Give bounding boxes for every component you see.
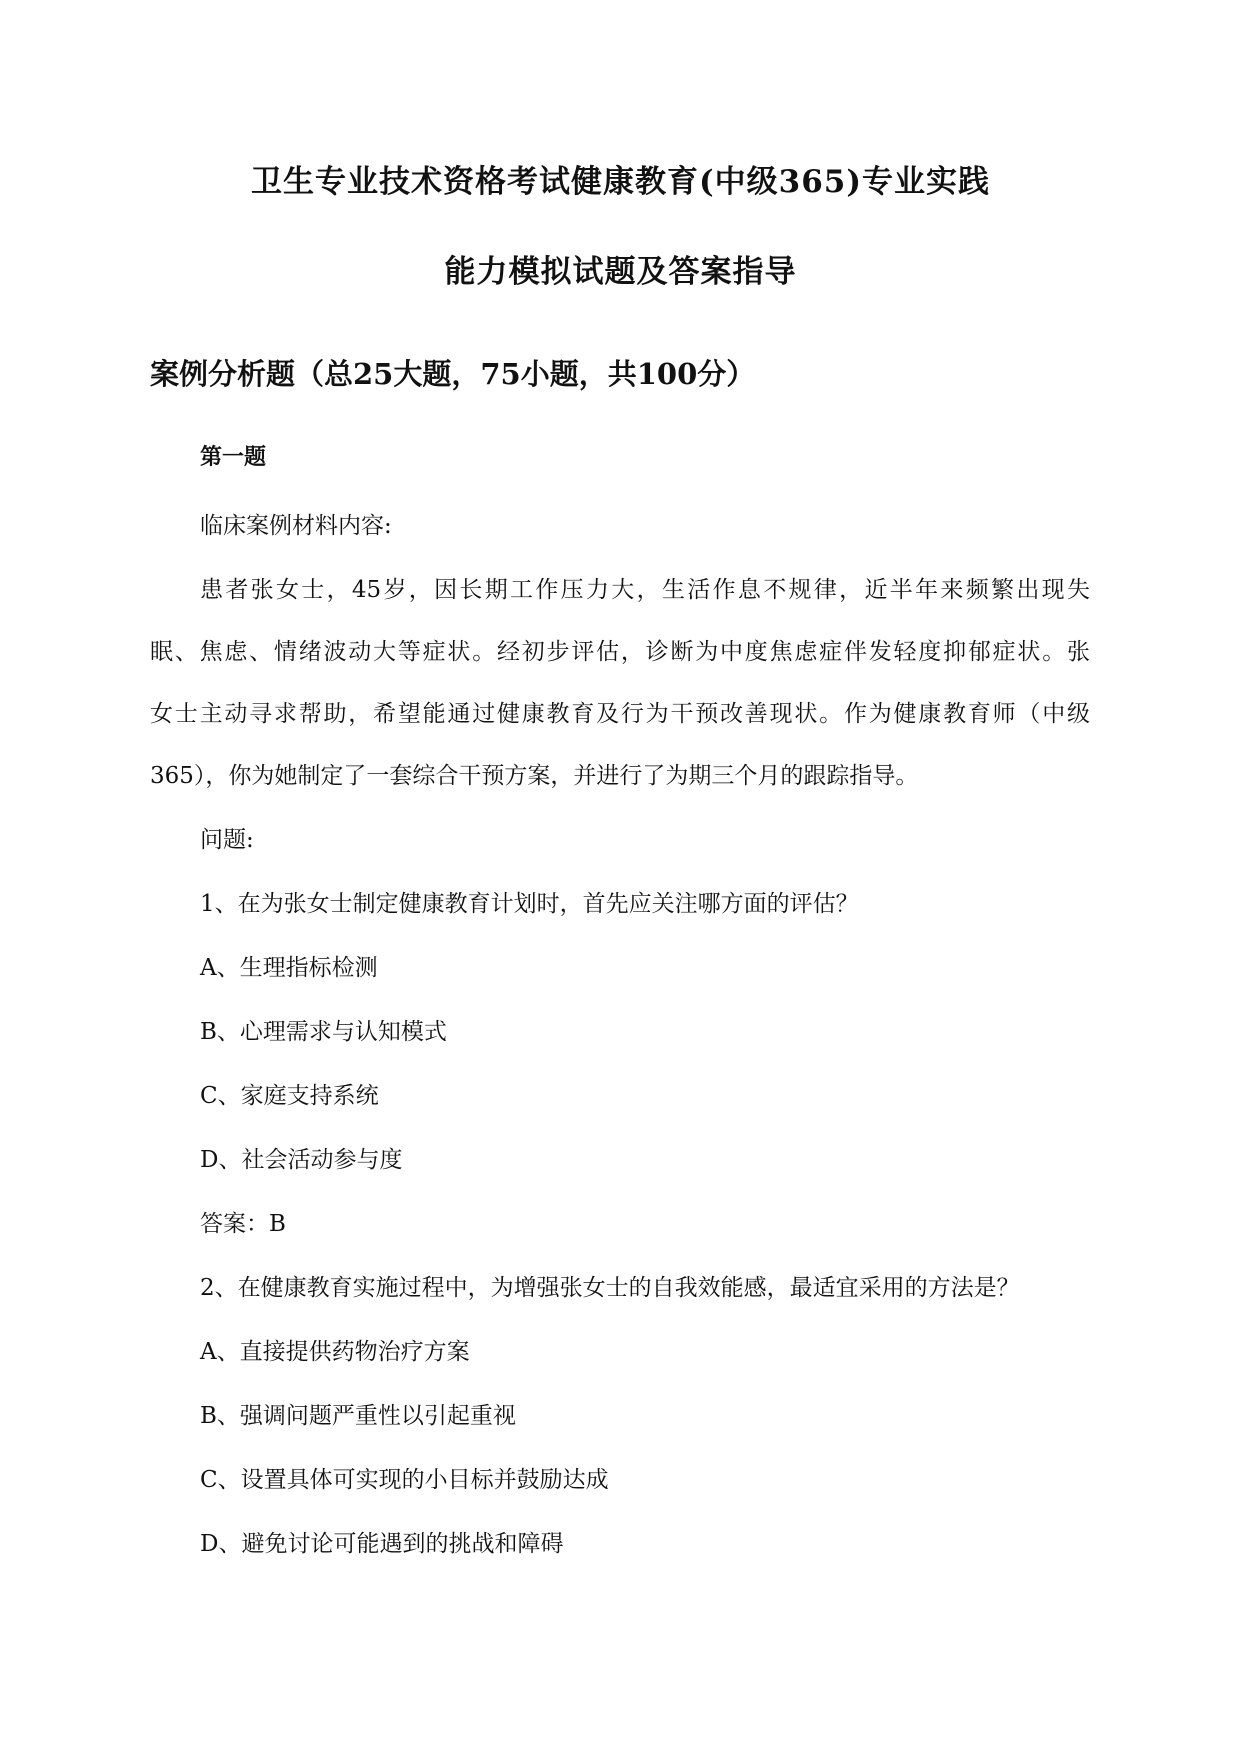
section-heading: 案例分析题（总25大题，75小题，共100分） [150,357,756,391]
question-2-text: 2、在健康教育实施过程中，为增强张女士的自我效能感，最适宜采用的方法是？ [200,1275,1020,1301]
question-1-answer: 答案：B [200,1211,286,1237]
document-title-line-2: 能力模拟试题及答案指导 [444,254,797,290]
question-1-text: 1、在为张女士制定健康教育计划时，首先应关注哪方面的评估？ [200,891,859,917]
case-text-line: 365），你为她制定了一套综合干预方案，并进行了为期三个月的跟踪指导。 [150,763,919,789]
question-2-option-d: D、避免讨论可能遇到的挑战和障碍 [200,1531,564,1557]
question-1-option-b: B、心理需求与认知模式 [200,1019,447,1045]
question-2-option-a: A、直接提供药物治疗方案 [200,1339,470,1365]
document-title-line-1: 卫生专业技术资格考试健康教育(中级365)专业实践 [250,164,991,200]
question-group-heading: 第一题 [200,444,267,470]
material-label: 临床案例材料内容: [200,513,392,539]
case-text-line: 患者张女士，45岁，因长期工作压力大，生活作息不规律，近半年来频繁出现失 [200,577,1090,603]
case-text-line: 眠、焦虑、情绪波动大等症状。经初步评估，诊断为中度焦虑症伴发轻度抑郁症状。张 [150,639,1090,665]
case-text-line: 女士主动寻求帮助，希望能通过健康教育及行为干预改善现状。作为健康教育师（中级 [150,701,1090,727]
question-2-option-c: C、设置具体可实现的小目标并鼓励达成 [200,1467,609,1493]
question-1-option-d: D、社会活动参与度 [200,1147,403,1173]
question-1-option-a: A、生理指标检测 [200,955,378,981]
question-1-option-c: C、家庭支持系统 [200,1083,379,1109]
questions-label: 问题: [200,827,254,853]
question-2-option-b: B、强调问题严重性以引起重视 [200,1403,516,1429]
